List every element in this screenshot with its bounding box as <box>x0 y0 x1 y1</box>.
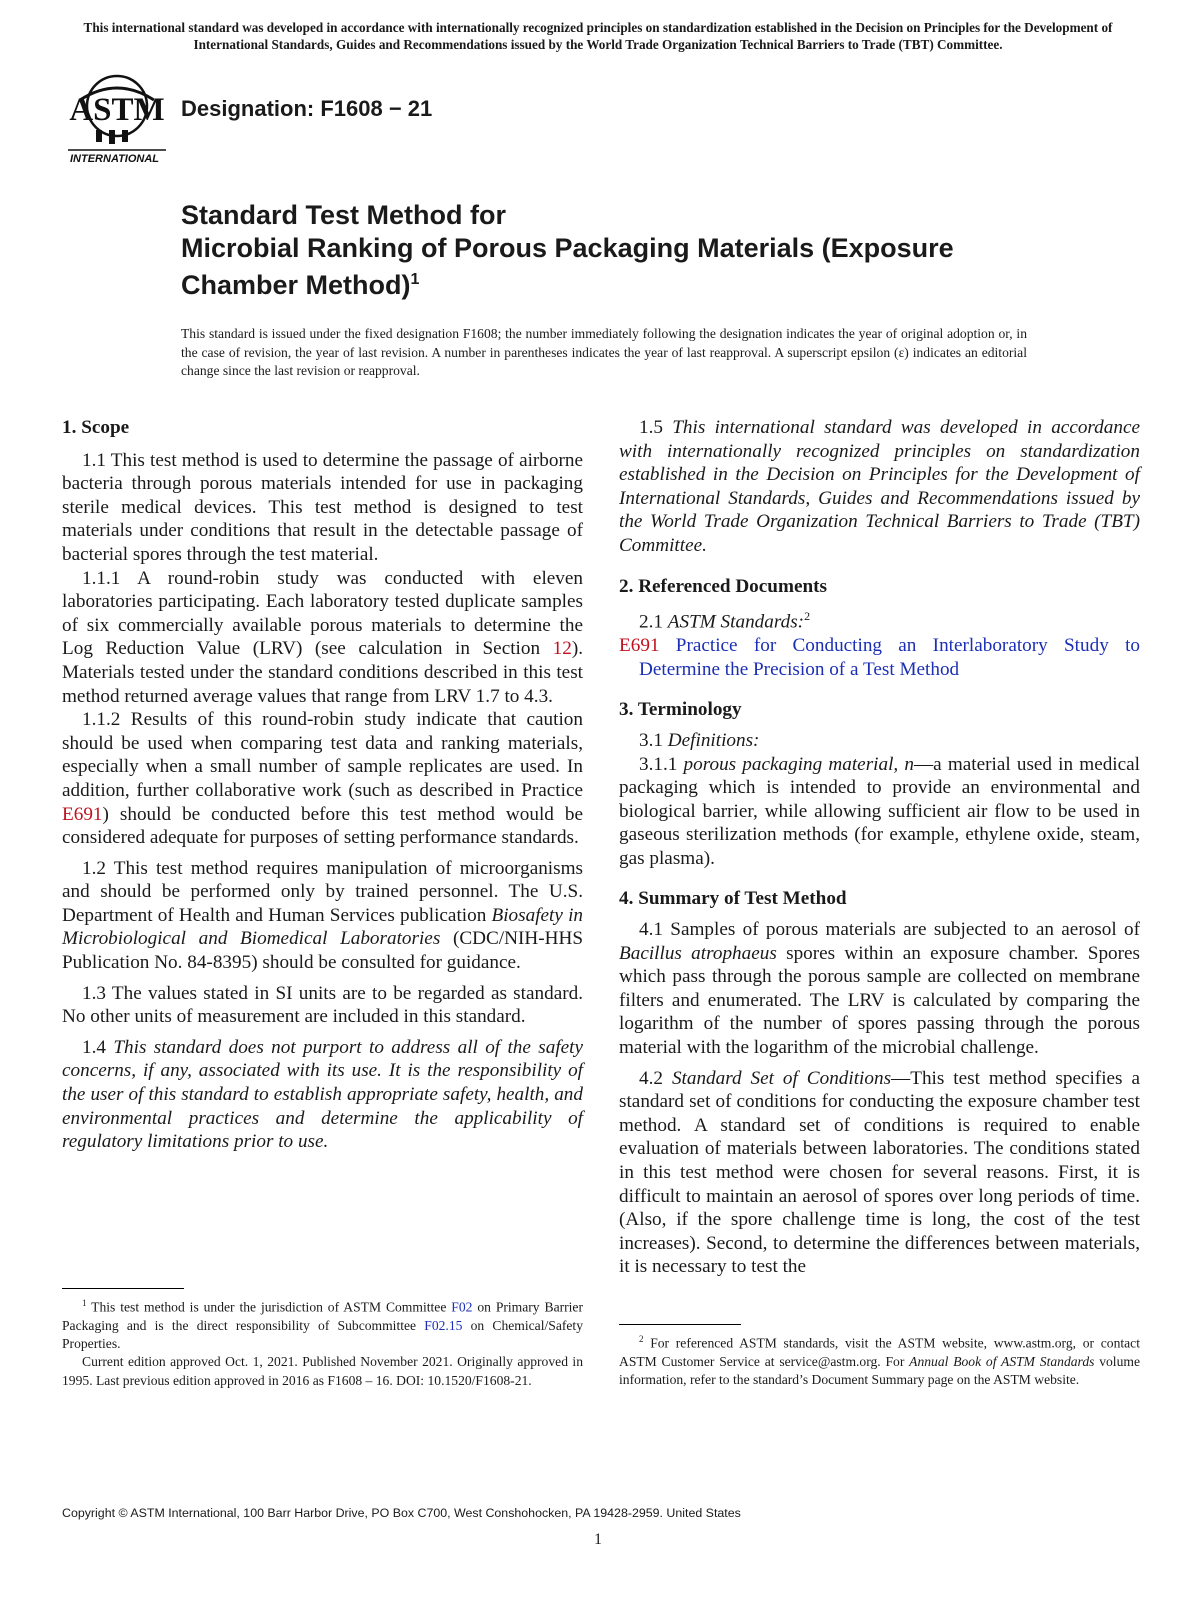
paragraph-1-4: 1.4 This standard does not purport to address all of the safety concerns, if any, associated with its use. It is the responsibility of the user of this standard to establish appropriate safety, health, and environmental practices and determine the applicability of regulatory limitations prior to use. <box>62 1036 584 1153</box>
left-column <box>62 416 583 1154</box>
title-footnote-mark: 1 <box>410 271 420 288</box>
paragraph-1-2: 1.2 This test method requires manipulation of microorganisms and should be performed only by trained personnel. The U.S. Department of Health and Human Services publication Biosafety in Microbiological and Biomedical Laboratories (CDC/NIH-HHS Publication No. 84-8395) should be consulted for guidance. <box>62 857 583 974</box>
paragraph-4-1: 4.1 Samples of porous materials are subjected to an aerosol of Bacillus atrophaeus spores within an exposure chamber. Spores which pass through the porous sample are collected on membrane filters and enumerated. The LRV is calculated by comparing the logarithm of the number of spores passing through the porous material with the logarithm of the microbial challenge. <box>619 919 1140 1059</box>
referenced-documents-heading: 2. Referenced Documents <box>619 575 827 597</box>
terminology-heading: 3. Terminology <box>619 699 742 721</box>
title-line-3: Chamber Method)$^1$ <box>181 270 420 300</box>
footnote-1: $^1$ This test method is under the jurisdiction of ASTM Committee F02 on Primary Barrier Packaging and is the direct responsibility of Subcommittee F02.15 on Chemical/Safety Properties. Current edition approved Oct. 1, 2021. Published November 2021. Originally approved in 1995. Last previous edition approved in 2016 as F1608 – 16. DOI: 10.1520/F1608-21. <box>62 1294 583 1390</box>
paragraph-4-2: 4.2 Standard Set of Conditions—This test method specifies a standard set of conditions for conducting the exposure chamber test method. A standard set of conditions is required to enable evaluation of materials between laboratories. The conditions stated in this test method were chosen for several reasons. First, it is difficult to maintain an aerosol of spores over long periods of time. (Also, if the spore challenge time is long, the cost of the test increases). Second, to determine the differences between materials, it is necessary to test the <box>619 1067 1140 1278</box>
f02-15-link[interactable]: F02.15 <box>424 1317 463 1333</box>
footnote-2: $^2$ For referenced ASTM standards, visit the ASTM website, www.astm.org, or contact ASTM Customer Service at service@astm.org. For Annual Book of ASTM Standards volume information, refer to the standard’s Document Summary page on the ASTM website. <box>619 1334 1140 1388</box>
title-line-1: Standard Test Method for <box>181 200 507 230</box>
e691-reference[interactable] <box>619 634 1140 681</box>
designation: Designation: F1608 − 21 <box>181 96 433 121</box>
paragraph-3-1-1: 3.1.1 porous packaging material, n—a material used in medical packaging which is intended to provide an environmental and biological barrier, while allowing sufficient air flow to be used in gaseous sterilization methods (for example, ethylene oxide, steam, gas plasma). <box>619 753 1141 869</box>
e691-title-link[interactable]: Practice for Conducting an Interlaboratory Study to Determine the Precision of a Test Method <box>639 635 1140 680</box>
paragraph-3-1: 3.1 Definitions: <box>639 729 760 751</box>
paragraph-1-1-1: 1.1.1 A round-robin study was conducted with eleven laboratories participating. Each laboratory tested duplicate samples of six commercially available porous materials to determine the Log Reduction Value (LRV) (see calculation in Section 12). Materials tested under the standard conditions described in this test method returned average values that range from LRV 1.7 to 4.3. <box>62 567 583 707</box>
top-notice: This international standard was developed in accordance with internationally recognized principles on standardization established in the Decision on Principles for the Development of International Standards, Guides and Recommendations issued by the World Trade Organization Technical Barriers to Trade (TBT) Committee. <box>83 20 1113 52</box>
astm-logo <box>66 70 168 166</box>
document-title <box>181 199 1081 302</box>
f02-link[interactable]: F02 <box>451 1299 473 1315</box>
title-line-2: Microbial Ranking of Porous Packaging Materials (Exposure <box>181 232 954 263</box>
page-number: 1 <box>594 1531 602 1548</box>
paragraph-1-1: 1.1 This test method is used to determine the passage of airborne bacteria through porous materials intended for use in packaging sterile medical devices. This test method is designed to test materials under conditions that result in the detectable passage of bacterial spores through the test material. <box>62 449 583 565</box>
paragraph-1-1-2: 1.1.2 Results of this round-robin study indicate that caution should be used when comparing test data and ranking materials, especially when a small number of sample replicates are used. In addition, further collaborative work (such as described in Practice E691) should be conducted before this test method would be considered adequate for purposes of setting performance standards. <box>62 709 583 849</box>
logo-text: ASTM <box>69 92 165 128</box>
standard-note: This standard is issued under the fixed designation F1608; the number immediately following the designation indicates the year of original adoption or, in the case of revision, the year of last revision. A number in parentheses indicates the year of last reapproval. A superscript epsilon (ε) indicates an editorial change since the last revision or reapproval. <box>181 326 1027 378</box>
e691-link[interactable]: E691 <box>62 803 103 825</box>
astm-logo-icon <box>66 70 168 166</box>
copyright-line: Copyright © ASTM International, 100 Barr Harbor Drive, PO Box C700, West Conshohocken, PA 19428-2959. United States <box>62 1506 741 1520</box>
logo-subtitle: INTERNATIONAL <box>70 153 160 165</box>
footnote-1-edition: Current edition approved Oct. 1, 2021. Published November 2021. Originally approved in 1995. Last previous edition approved in 2016 as F1608 – 16. DOI: 10.1520/F1608-21. <box>62 1354 583 1388</box>
right-column <box>619 416 1140 1279</box>
e691-code[interactable]: E691 <box>619 635 660 657</box>
scope-heading: 1. Scope <box>62 417 130 438</box>
footnote-rule-left <box>62 1288 184 1289</box>
footnote-rule-right <box>619 1324 741 1325</box>
paragraph-1-5: 1.5 This international standard was developed in accordance with internationally recognized principles on standardization established in the Decision on Principles for the Development of International Standards, Guides and Recommendations issued by the World Trade Organization Technical Barriers to Trade (TBT) Committee. <box>619 417 1141 556</box>
paragraph-2-1: 2.1 ASTM Standards:$^2$ <box>639 609 811 633</box>
paragraph-1-3: 1.3 The values stated in SI units are to be regarded as standard. No other units of measurement are included in this standard. <box>62 982 583 1028</box>
summary-heading: 4. Summary of Test Method <box>619 888 847 910</box>
section-12-link[interactable]: 12 <box>552 638 572 660</box>
